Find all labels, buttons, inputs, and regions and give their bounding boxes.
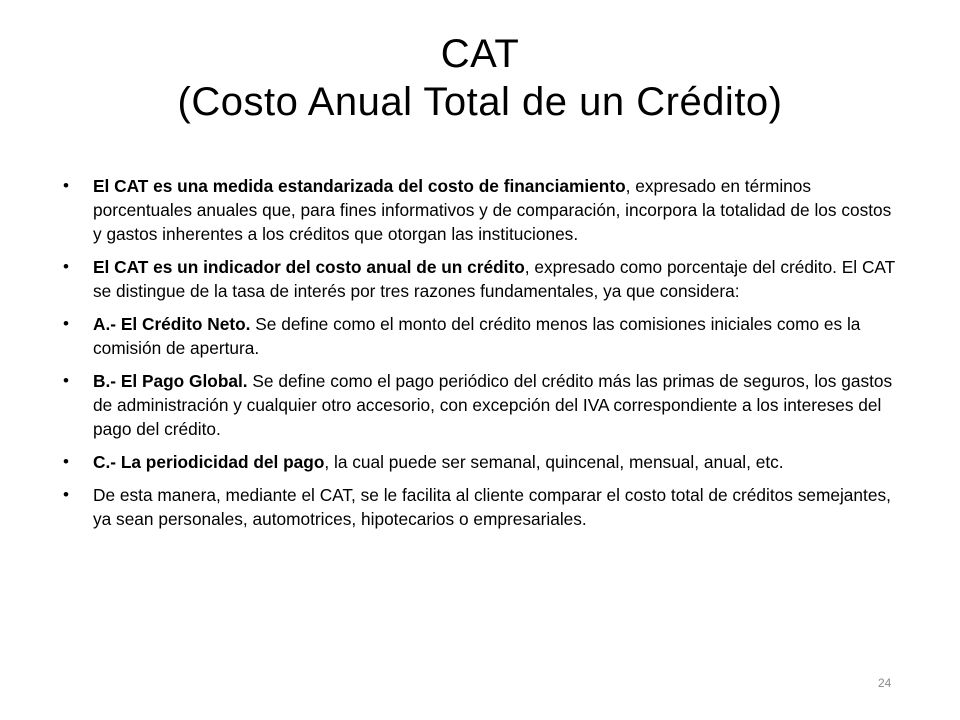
slide-title-line-2: (Costo Anual Total de un Crédito) [177,80,783,124]
bullet-dot-icon: • [63,452,69,471]
bullet-text: Se define como el pago periódico del crédito más las primas de seguros, los gastos de administración y cualquier otro accesorio, con excepción del IVA correspondiente a los intereses del pago del crédito. [93,371,893,439]
bullet-dot-icon: • [63,257,69,276]
bullet-dot-icon: • [63,485,69,504]
bullet-text: De esta manera, mediante el CAT, se le facilita al cliente comparar el costo total de créditos semejantes, ya sean personales, automotrices, hipotecarios o empresariales. [93,485,891,529]
bullet-text: , expresado como porcentaje del crédito. El CAT se distingue de la tasa de interés por tres razones fundamentales, ya que considera: [93,257,895,301]
bullet-bold-text: El CAT es una medida estandarizada del costo de financiamiento [93,176,626,196]
bullet-item-6 [60,483,900,531]
bullet-item-5 [60,450,900,474]
bullet-bold-text: A.- El Crédito Neto. [93,314,251,334]
bullet-dot-icon: • [63,176,69,195]
page-number: 24 [878,676,892,690]
bullet-dot-icon: • [63,314,69,333]
bullet-bold-text: El CAT es un indicador del costo anual de un crédito [93,257,525,277]
bullet-text: , expresado en términos porcentuales anuales que, para fines informativos y de comparación, incorpora la totalidad de los costos y gastos inherentes a los créditos que otorgan las instituciones. [93,176,892,244]
bullet-text: Se define como el monto del crédito menos las comisiones iniciales como es la comisión de apertura. [93,314,861,358]
bullet-list [60,174,900,540]
bullet-text: , la cual puede ser semanal, quincenal, mensual, anual, etc. [324,452,784,472]
bullet-bold-text: C.- La periodicidad del pago [93,452,325,472]
bullet-item-2 [60,255,900,303]
slide-title [60,30,900,126]
bullet-item-3 [60,312,900,360]
bullet-item-4 [60,369,900,441]
slide-title-line-1: CAT [440,32,520,76]
bullet-dot-icon: • [63,371,69,390]
bullet-bold-text: B.- El Pago Global. [93,371,248,391]
bullet-item-1 [60,174,900,246]
